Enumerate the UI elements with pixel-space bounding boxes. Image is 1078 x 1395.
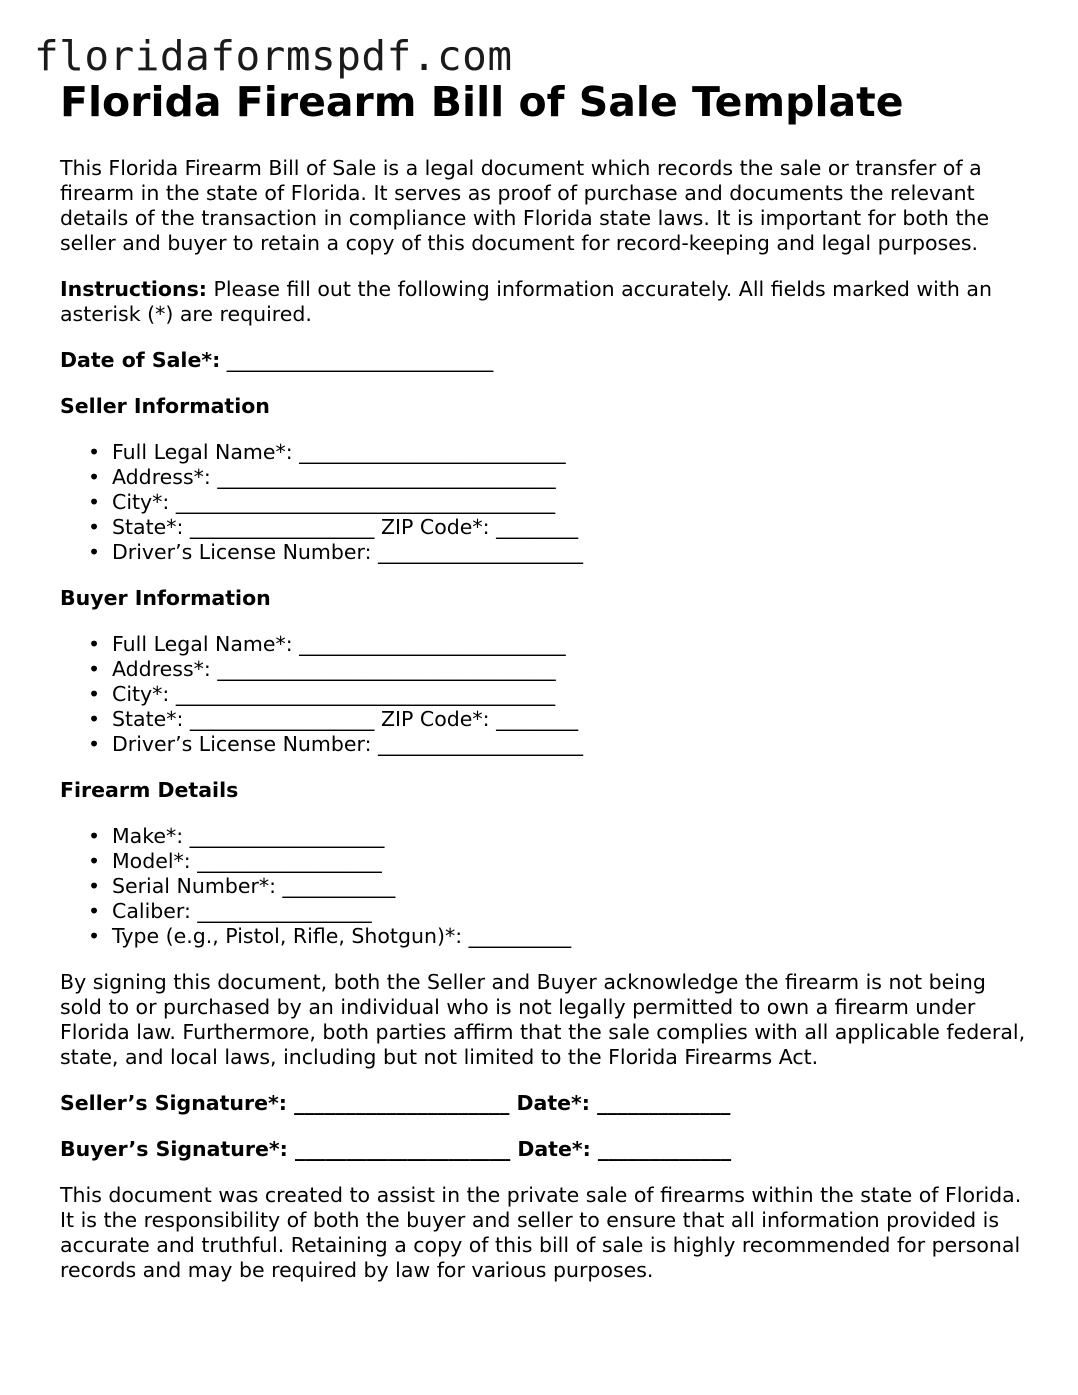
buyer-address-field[interactable]: • Address*: _________________________________: [112, 657, 1030, 682]
buyer-state-zip-field[interactable]: • State*: __________________ ZIP Code*: ________: [112, 707, 1030, 732]
document-page: [60, 78, 1030, 1283]
firearm-make-field[interactable]: • Make*: ___________________: [112, 824, 1030, 849]
intro-paragraph: This Florida Firearm Bill of Sale is a legal document which records the sale or transfer of a firearm in the state of Florida. It serves as proof of purchase and documents the relevant details of the transaction in compliance with Florida state laws. It is important for both the seller and buyer to retain a copy of this document for record-keeping and legal purposes.: [60, 156, 990, 255]
page-title: Florida Firearm Bill of Sale Template: [60, 78, 904, 126]
buyer-full-name-field[interactable]: • Full Legal Name*: __________________________: [112, 632, 1030, 657]
firearm-serial-field[interactable]: • Serial Number*: ___________: [112, 874, 1030, 899]
instructions-paragraph: [60, 277, 1030, 327]
firearm-model-field[interactable]: • Model*: __________________: [112, 849, 1030, 874]
buyer-city-field[interactable]: • City*: _____________________________________: [112, 682, 1030, 707]
buyer-field-list: [60, 632, 1030, 757]
instructions-label: Instructions:: [60, 277, 207, 301]
seller-section-title: Seller Information: [60, 394, 270, 418]
seller-field-list: [60, 440, 1030, 565]
buyer-license-field[interactable]: • Driver’s License Number: ____________________: [112, 732, 1030, 757]
firearm-caliber-field[interactable]: • Caliber: _________________: [112, 899, 1030, 924]
buyer-section-title: Buyer Information: [60, 586, 271, 610]
watermark: floridaformspdf.com: [34, 32, 513, 80]
seller-city-field[interactable]: • City*: _____________________________________: [112, 490, 1030, 515]
seller-signature-line[interactable]: Seller’s Signature*: _____________________ Date*: _____________: [60, 1091, 731, 1115]
date-of-sale-field[interactable]: [60, 348, 1030, 373]
instructions-text: Please fill out the following information accurately. All fields marked with an asterisk (*) are required.: [60, 277, 992, 326]
firearm-field-list: [60, 824, 1030, 949]
closing-paragraph: This document was created to assist in the private sale of firearms within the state of Florida. It is the responsibility of both the buyer and seller to ensure that all information provided is accurate and truthful. Retaining a copy of this bill of sale is highly recommended for personal records and may be required by law for various purposes.: [60, 1183, 1022, 1282]
seller-full-name-field[interactable]: • Full Legal Name*: __________________________: [112, 440, 1030, 465]
acknowledgement-paragraph: By signing this document, both the Seller and Buyer acknowledge the firearm is not being sold to or purchased by an individual who is not legally permitted to own a firearm under Florida law. Furthermore, both parties affirm that the sale complies with all applicable federal, state, and local laws, including but not limited to the Florida Firearms Act.: [60, 970, 1026, 1069]
date-of-sale-blank[interactable]: __________________________: [220, 348, 494, 372]
firearm-section-title: Firearm Details: [60, 778, 239, 802]
seller-address-field[interactable]: • Address*: _________________________________: [112, 465, 1030, 490]
buyer-signature-line[interactable]: Buyer’s Signature*: _____________________ Date*: _____________: [60, 1137, 732, 1161]
seller-license-field[interactable]: • Driver’s License Number: ____________________: [112, 540, 1030, 565]
firearm-type-field[interactable]: • Type (e.g., Pistol, Rifle, Shotgun)*: __________: [112, 924, 1030, 949]
seller-state-zip-field[interactable]: • State*: __________________ ZIP Code*: ________: [112, 515, 1030, 540]
date-of-sale-label: Date of Sale*:: [60, 348, 221, 372]
